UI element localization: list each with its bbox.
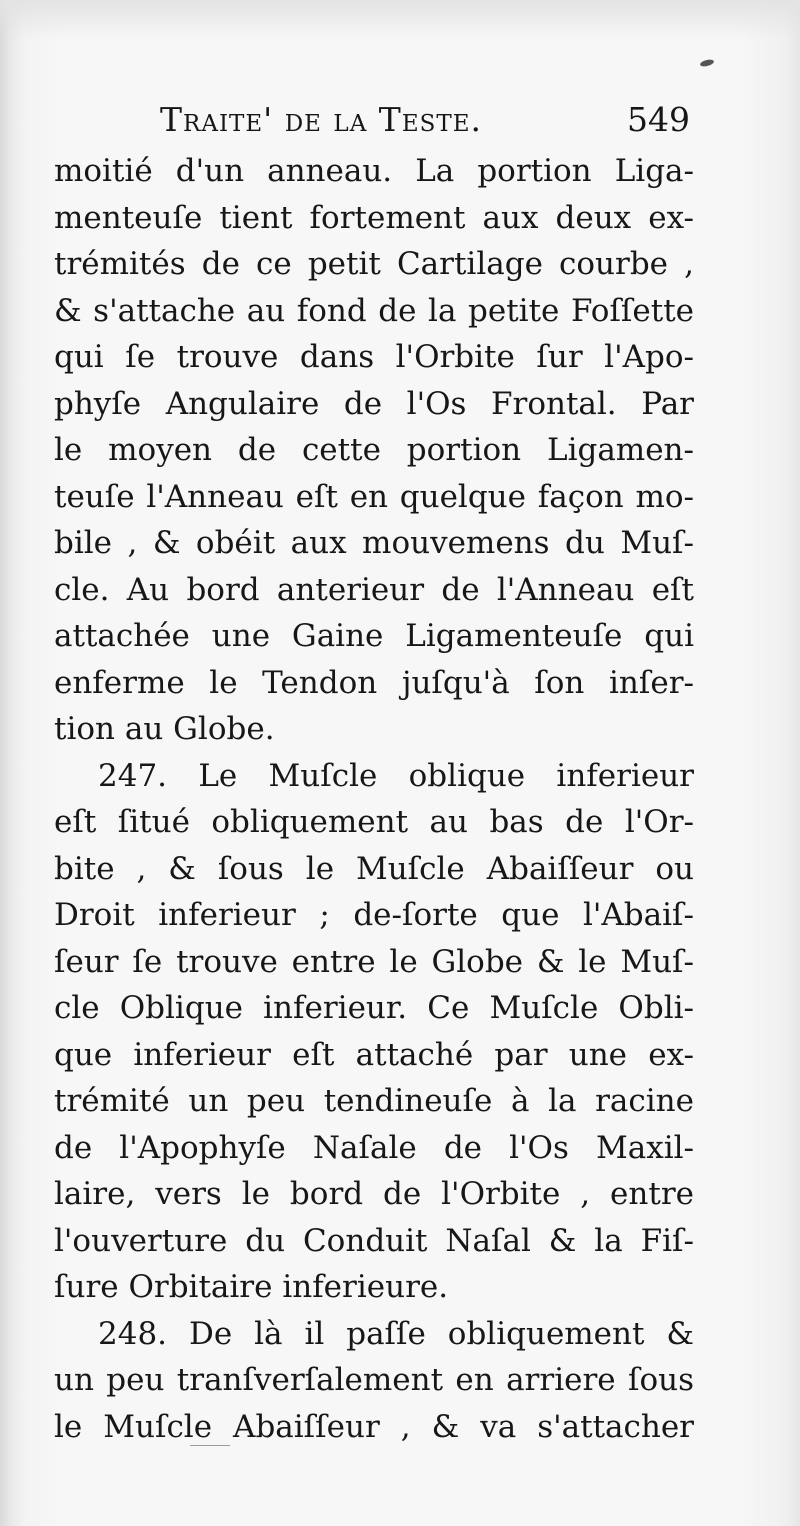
text-line: ſure Orbitaire inferieure. <box>54 1269 449 1305</box>
text-line: le Muſcle Abaiſſeur , & va s'attacher <box>54 1408 694 1445</box>
text-line: qui ſe trouve dans l'Orbite ſur l'Apo- <box>54 339 694 375</box>
text-line: moitié d'un anneau. La portion Liga- <box>54 153 694 189</box>
text-line: cle. Au bord anterieur de l'Anneau eſt <box>54 571 694 608</box>
running-title: Traite' de la Teste. <box>160 100 482 139</box>
text-line: l'ouverture du Conduit Naſal & la Fiſ- <box>54 1222 694 1259</box>
text-line: menteuſe tient fortement aux deux ex- <box>54 199 694 236</box>
text-line: trémité un peu tendineuſe à la racine <box>54 1083 694 1119</box>
text-line: bite , & ſous le Muſcle Abaiſſeur ou <box>54 850 694 887</box>
paragraph-248-start: 248. De là il paſſe obliquement & <box>98 1315 694 1352</box>
text-line: un peu tranſverſalement en arriere ſous <box>54 1362 694 1398</box>
text-line: tion au Globe. <box>54 711 275 747</box>
body-text <box>54 148 694 1450</box>
text-line: que inferieur eſt attaché par une ex- <box>54 1036 694 1073</box>
text-line: & s'attache au fond de la petite Foſſette <box>54 292 694 329</box>
ink-smudge <box>699 58 714 67</box>
text-line: teuſe l'Anneau eſt en quelque façon mo- <box>54 478 694 515</box>
page-number: 549 <box>627 100 690 139</box>
text-line: cle Oblique inferieur. Ce Muſcle Obli- <box>54 990 694 1026</box>
text-line: Droit inferieur ; de-ſorte que l'Abaiſ- <box>54 897 694 933</box>
page-header <box>160 96 690 140</box>
text-line: enferme le Tendon juſqu'à ſon inſer- <box>54 664 694 701</box>
text-line: de l'Apophyſe Naſale de l'Os Maxil- <box>54 1129 694 1166</box>
paragraph-247-start: 247. Le Muſcle oblique inferieur <box>98 757 694 794</box>
text-line: le moyen de cette portion Ligamen- <box>54 432 694 468</box>
text-line: attachée une Gaine Ligamenteuſe qui <box>54 618 694 654</box>
text-line: laire, vers le bord de l'Orbite , entre <box>54 1176 694 1212</box>
text-line: trémités de ce petit Cartilage courbe , <box>54 246 694 282</box>
text-line: ſeur ſe trouve entre le Globe & le Muſ- <box>54 943 694 980</box>
text-line: eſt ſitué obliquement au bas de l'Or- <box>54 804 694 840</box>
text-line: phyſe Angulaire de l'Os Frontal. Par <box>54 385 694 422</box>
text-line: bile , & obéit aux mouvemens du Muſ- <box>54 525 694 561</box>
